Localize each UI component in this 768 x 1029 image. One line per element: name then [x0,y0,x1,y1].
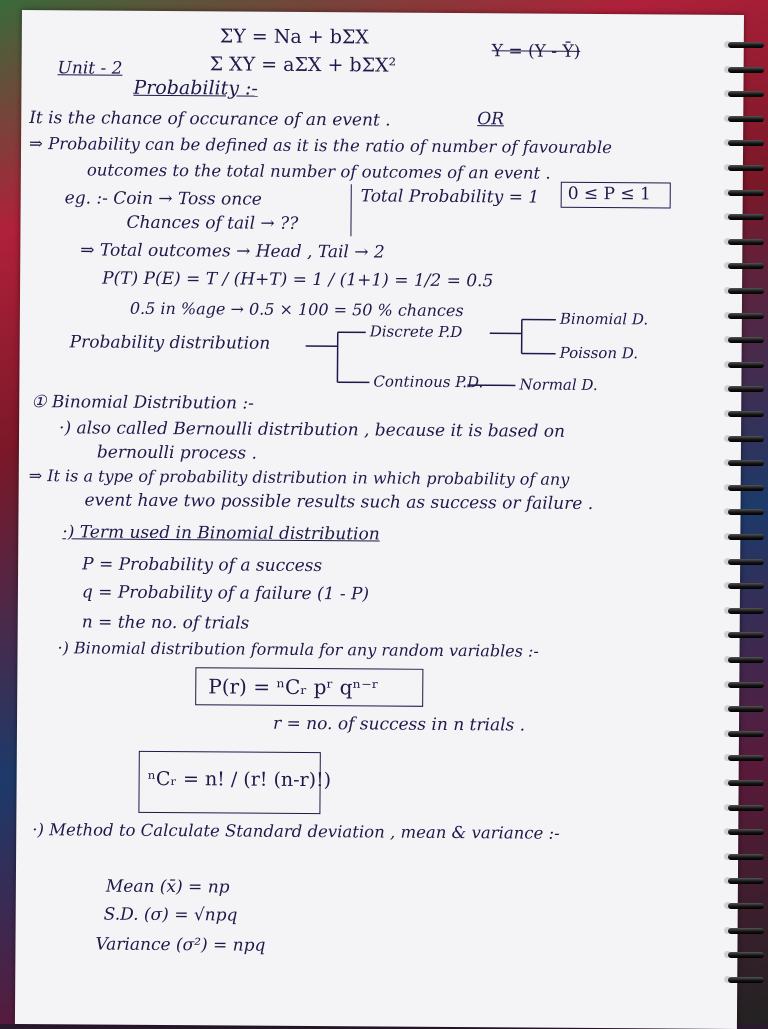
mean-formula: Mean (x̄) = np [106,877,230,898]
spiral-coil [724,434,768,444]
notebook-page [15,10,744,1029]
example-line-1: eg. :- Coin → Toss once [65,188,262,209]
spiral-coil [724,532,768,542]
probability-distribution-label: Probability distribution [70,332,271,353]
spiral-coil [724,729,768,739]
spiral-coil [724,827,768,837]
binomial-formula-box [195,667,423,707]
example-line-2: Chances of tail → ?? [126,213,298,234]
spiral-coil [724,975,768,985]
spiral-coil [724,360,768,370]
term-p: P = Probability of a success [82,554,322,576]
regression-equation-3: Y = (Y - Ȳ) [492,41,581,62]
binomial-definition-1: ⇒ It is a type of probability distribution in which probability of any [29,466,570,489]
spiral-coil [724,114,768,124]
binomial-formula: P(r) = ⁿCᵣ pʳ qⁿ⁻ʳ [208,674,379,699]
definition-line-3: outcomes to the total number of outcomes of an event . [87,160,551,182]
section-title: Probability :- [133,77,258,100]
spiral-coil [724,458,768,468]
spiral-coil [724,950,768,960]
term-n: n = the no. of trials [82,612,250,633]
spiral-coil [724,138,768,148]
definition-line-2: ⇒ Probability can be defined as it is the ratio of number of favourable [29,134,612,157]
spiral-coil [724,876,768,886]
spiral-coil [724,40,768,50]
spiral-coil [724,901,768,911]
r-definition: r = no. of success in n trials . [273,714,525,736]
spiral-coil [724,630,768,640]
discrete-pd-label: Discrete P.D [370,322,463,341]
combination-formula: ⁿCᵣ = n! / (r! (n-r)!) [148,768,332,791]
spiral-coil [724,778,768,788]
poisson-d-label: Poisson D. [560,344,639,363]
combination-formula-box [138,751,320,814]
spiral-coil [724,926,768,936]
spiral-coil [724,212,768,222]
spiral-coil [724,606,768,616]
binomial-definition-2: event have two possible results such as success or failure . [85,490,594,514]
spiral-coil [724,311,768,321]
spiral-coil [724,261,768,271]
spiral-coil [724,483,768,493]
regression-equation-1: ΣY = Na + bΣX [220,25,369,48]
method-heading: ·) Method to Calculate Standard deviation , mean & variance :- [32,820,560,843]
spiral-coil [724,557,768,567]
spiral-coil [724,384,768,394]
spiral-coil [724,507,768,517]
sd-formula: S.D. (σ) = √npq [104,905,238,926]
spiral-coil [724,803,768,813]
spiral-coil [724,704,768,714]
probability-of-tail: P(T) P(E) = T / (H+T) = 1 / (1+1) = 1/2 = 0.5 [102,269,493,292]
spiral-coil [724,680,768,690]
variance-formula: Variance (σ²) = npq [95,935,265,956]
spiral-coil [724,286,768,296]
formula-heading: ·) Binomial distribution formula for any random variables :- [57,638,538,660]
spiral-coil [724,409,768,419]
total-outcomes: ⇒ Total outcomes → Head , Tail → 2 [80,240,385,262]
spiral-coil [724,335,768,345]
binomial-d-label: Binomial D. [560,310,648,329]
normal-d-label: Normal D. [519,375,597,394]
bernoulli-line-2: bernoulli process . [97,443,257,464]
spiral-coil [724,852,768,862]
terms-heading: ·) Term used in Binomial distribution [62,522,379,544]
notebook-spiral-binding [724,40,768,1010]
binomial-distribution-heading: ① Binomial Distribution :- [31,392,254,414]
probability-range: 0 ≤ P ≤ 1 [568,184,651,205]
regression-equation-2: Σ XY = aΣX + bΣX² [210,53,397,76]
bernoulli-line-1: ·) also called Bernoulli distribution , because it is based on [59,418,565,442]
continuous-pd-label: Continous P.D. [373,372,483,391]
total-probability: Total Probability = 1 [361,186,540,207]
spiral-coil [724,65,768,75]
term-q: q = Probability of a failure (1 - P) [82,582,369,604]
distribution-tree [19,10,744,435]
spiral-coil [724,163,768,173]
unit-title: Unit - 2 [58,58,123,78]
spiral-coil [724,188,768,198]
spiral-coil [724,89,768,99]
percentage-line: 0.5 in %age → 0.5 × 100 = 50 % chances [130,299,464,320]
spiral-coil [724,655,768,665]
spiral-coil [724,753,768,763]
spiral-coil [724,237,768,247]
definition-line-1: It is the chance of occurance of an event . [29,108,391,131]
or-label: OR [477,109,504,129]
spiral-coil [724,581,768,591]
